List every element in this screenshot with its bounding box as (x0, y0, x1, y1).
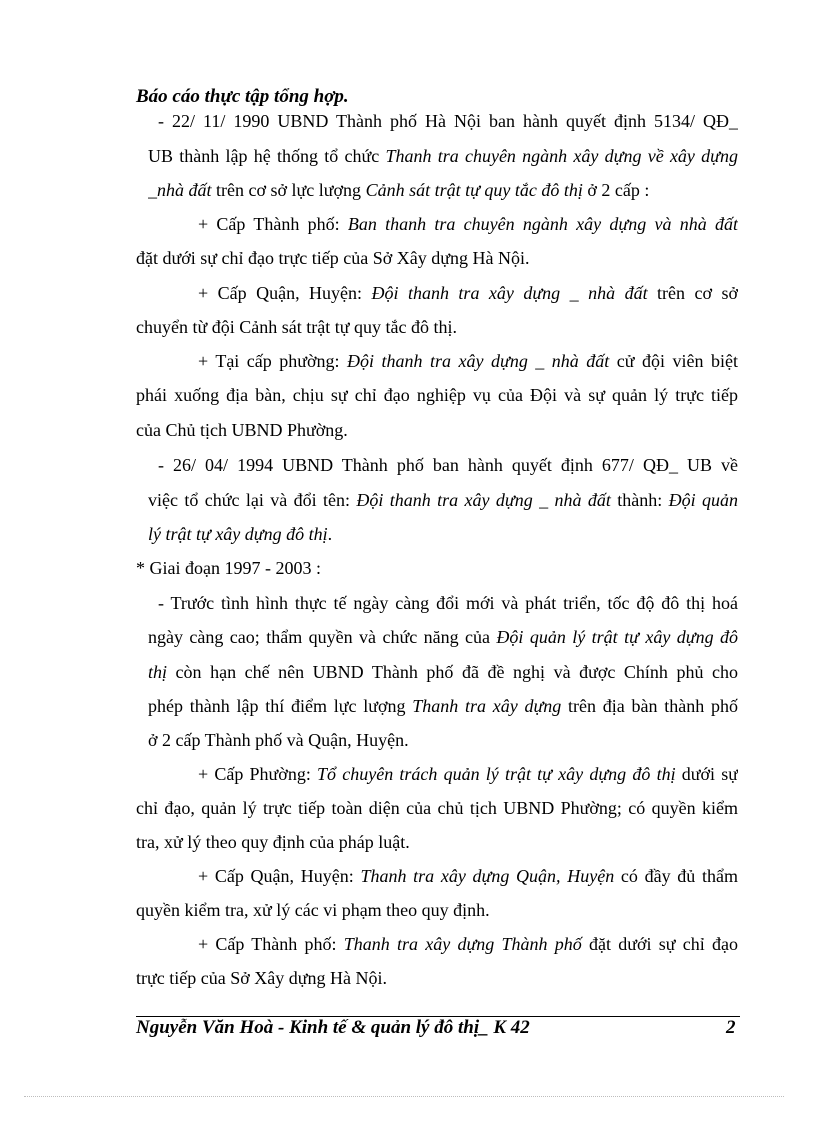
text-line (158, 592, 738, 614)
text-segment: trên cơ sở lực lượng (211, 180, 366, 200)
text-segment: UB thành lập hệ thống tổ chức (148, 146, 386, 166)
text-line (198, 282, 738, 304)
text-segment: Thanh tra xây dựng Quận, Huyện (360, 866, 615, 886)
text-segment: Đội thanh tra xây dựng _ nhà đất (347, 351, 610, 371)
text-segment: + Cấp Thành phố: (198, 934, 344, 954)
text-segment: chỉ đạo, quản lý trực tiếp toàn diện của chủ tịch UBND Phường; có quyền kiểm (136, 798, 738, 818)
text-line (148, 489, 738, 511)
text-line (136, 899, 738, 921)
text-segment: ngày càng cao; thẩm quyền và chức năng của (148, 627, 497, 647)
text-segment: phép thành lập thí điểm lực lượng (148, 696, 413, 716)
text-segment: + Cấp Phường: (198, 764, 318, 784)
text-line (198, 763, 738, 785)
text-segment: + Cấp Quận, Huyện: (198, 866, 361, 886)
text-segment: ở 2 cấp Thành phố và Quận, Huyện. (148, 730, 409, 750)
text-line (158, 110, 738, 132)
text-line (198, 350, 738, 372)
text-line (198, 933, 738, 955)
text-segment: cử đội viên biệt (609, 351, 738, 371)
report-title: Báo cáo thực tập tổng hợp. (136, 86, 349, 107)
text-segment: Thanh tra xây dựng (412, 696, 562, 716)
text-segment: còn hạn chế nên UBND Thành phố đã đề nghị và được Chính phủ cho (167, 662, 738, 682)
text-segment: có đầy đủ thẩm (614, 866, 738, 886)
text-line (148, 626, 738, 648)
text-line (148, 695, 738, 717)
text-line (136, 831, 738, 853)
text-segment: lý trật tự xây dựng đô thị (148, 524, 328, 544)
text-segment: + Cấp Thành phố: (198, 214, 348, 234)
text-segment: Thanh tra chuyên ngành xây dựng về xây dựng (385, 146, 738, 166)
text-segment: ở 2 cấp : (582, 180, 650, 200)
text-segment: việc tổ chức lại và đổi tên: (148, 490, 357, 510)
text-line (136, 316, 738, 338)
text-segment: Ban thanh tra chuyên ngành xây dựng và nhà đất (347, 214, 738, 234)
text-segment: - 22/ 11/ 1990 UBND Thành phố Hà Nội ban hành quyết định 5134/ QĐ_ (158, 111, 738, 131)
text-segment: trực tiếp của Sở Xây dựng Hà Nội. (136, 968, 387, 988)
text-line (148, 661, 738, 683)
text-segment: Đội thanh tra xây dựng _ nhà đất (356, 490, 611, 510)
footer-author-course: Nguyễn Văn Hoà - Kinh tế & quản lý đô thị_ K 42 (136, 1017, 530, 1038)
page-bottom-dotted-rule (24, 1096, 784, 1097)
text-segment: - Trước tình hình thực tế ngày càng đổi mới và phát triển, tốc độ đô thị hoá (158, 593, 738, 613)
text-line (136, 247, 738, 269)
text-segment: + Cấp Quận, Huyện: (198, 283, 372, 303)
text-segment: thành: (610, 490, 669, 510)
text-segment: Cảnh sát trật tự quy tắc đô thị (365, 180, 583, 200)
text-line (148, 145, 738, 167)
text-line (136, 557, 738, 579)
text-line (136, 419, 738, 441)
text-segment: tra, xử lý theo quy định của pháp luật. (136, 832, 410, 852)
page-number: 2 (726, 1017, 736, 1038)
text-segment: Thanh tra xây dựng Thành phố (343, 934, 582, 954)
text-segment: phái xuống địa bàn, chịu sự chỉ đạo nghiệp vụ của Đội và sự quản lý trực tiếp (136, 385, 738, 405)
text-line (158, 454, 738, 476)
text-line (148, 179, 738, 201)
text-segment: Đội quản lý trật tự xây dựng đô (496, 627, 738, 647)
text-segment: đặt dưới sự chỉ đạo trực tiếp của Sở Xây dựng Hà Nội. (136, 248, 530, 268)
text-segment: Đội quản (668, 490, 738, 510)
text-line (148, 523, 738, 545)
text-segment: đặt dưới sự chỉ đạo (581, 934, 738, 954)
text-segment: trên cơ sở (647, 283, 738, 303)
text-line (136, 967, 738, 989)
text-segment: . (327, 524, 333, 544)
text-line (198, 865, 738, 887)
text-segment: Đội thanh tra xây dựng _ nhà đất (371, 283, 648, 303)
text-segment: _nhà đất (148, 180, 212, 200)
text-segment: chuyển từ đội Cảnh sát trật tự quy tắc đô thị. (136, 317, 457, 337)
text-segment: + Tại cấp phường: (198, 351, 348, 371)
text-segment: thị (148, 662, 168, 682)
text-segment: - 26/ 04/ 1994 UBND Thành phố ban hành quyết định 677/ QĐ_ UB về (158, 455, 738, 475)
text-segment: trên địa bàn thành phố (561, 696, 738, 716)
text-line (136, 797, 738, 819)
text-line (148, 729, 738, 751)
text-segment: của Chủ tịch UBND Phường. (136, 420, 348, 440)
text-segment: dưới sự (675, 764, 738, 784)
text-segment: quyền kiểm tra, xử lý các vi phạm theo quy định. (136, 900, 490, 920)
text-segment: * Giai đoạn 1997 - 2003 : (136, 558, 321, 578)
text-line (198, 213, 738, 235)
text-segment: Tổ chuyên trách quản lý trật tự xây dựng đô thị (317, 764, 676, 784)
text-line (136, 384, 738, 406)
